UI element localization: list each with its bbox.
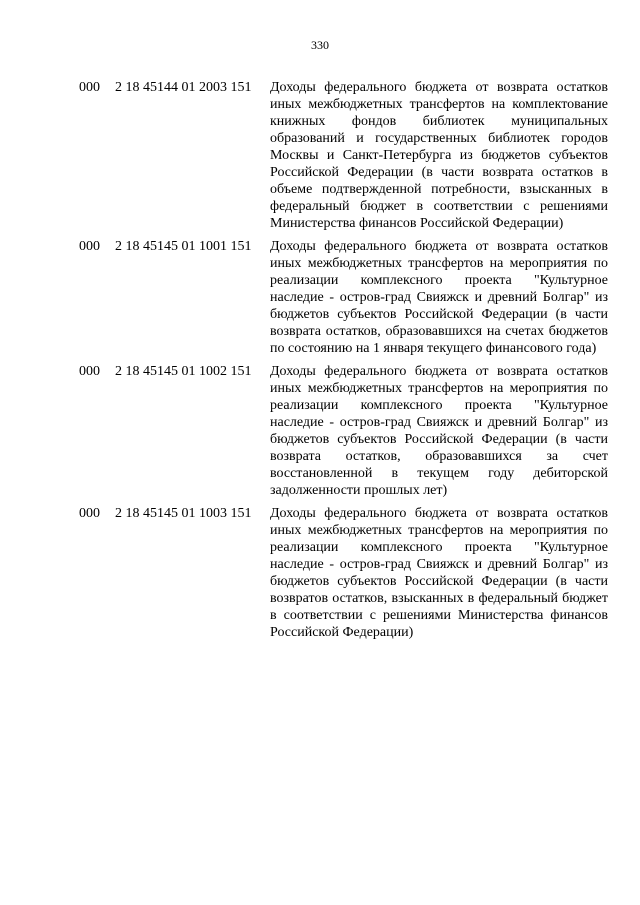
income-description: Доходы федерального бюджета от возврата остатков иных межбюджетных трансфертов на комплектование книжных фондов библиотек муниципальных образований и государственных библиотек городов Москвы и Санкт-Петербурга из бюджетов субъектов Российской Федерации (в части возврата остатков в объеме подтвержденной потребности, взысканных в федеральный бюджет в соответствии с решениями Министерства финансов Российской Федерации) <box>270 80 608 231</box>
income-description: Доходы федерального бюджета от возврата остатков иных межбюджетных трансфертов на мероприятия по реализации комплексного проекта "Культурное наследие - остров-град Свияжск и древний Болгар" из бюджетов субъектов Российской Федерации (в части возврата остатков, образовавшихся на счетах бюджетов по состоянию на 1 января текущего финансового года) <box>270 239 608 356</box>
page-number: 330 <box>311 38 329 52</box>
administrator-code: 000 <box>79 506 100 521</box>
budget-classification-code: 2 18 45145 01 1003 151 <box>115 506 252 521</box>
budget-code-table <box>0 79 640 647</box>
table-row <box>0 238 640 357</box>
administrator-code: 000 <box>79 364 100 379</box>
budget-classification-code: 2 18 45144 01 2003 151 <box>115 80 252 95</box>
table-row <box>0 505 640 641</box>
income-description: Доходы федерального бюджета от возврата остатков иных межбюджетных трансфертов на мероприятия по реализации комплексного проекта "Культурное наследие - остров-град Свияжск и древний Болгар" из бюджетов субъектов Российской Федерации (в части возврата остатков, образовавшихся за счет восстановленной в текущем году дебиторской задолженности прошлых лет) <box>270 364 608 498</box>
income-description: Доходы федерального бюджета от возврата остатков иных межбюджетных трансфертов на мероприятия по реализации комплексного проекта "Культурное наследие - остров-град Свияжск и древний Болгар" из бюджетов субъектов Российской Федерации (в части возвратов остатков, взысканных в федеральный бюджет в соответствии с решениями Министерства финансов Российской Федерации) <box>270 506 608 640</box>
table-row <box>0 363 640 499</box>
budget-classification-code: 2 18 45145 01 1001 151 <box>115 239 252 254</box>
table-row <box>0 79 640 232</box>
budget-classification-code: 2 18 45145 01 1002 151 <box>115 364 252 379</box>
administrator-code: 000 <box>79 80 100 95</box>
administrator-code: 000 <box>79 239 100 254</box>
